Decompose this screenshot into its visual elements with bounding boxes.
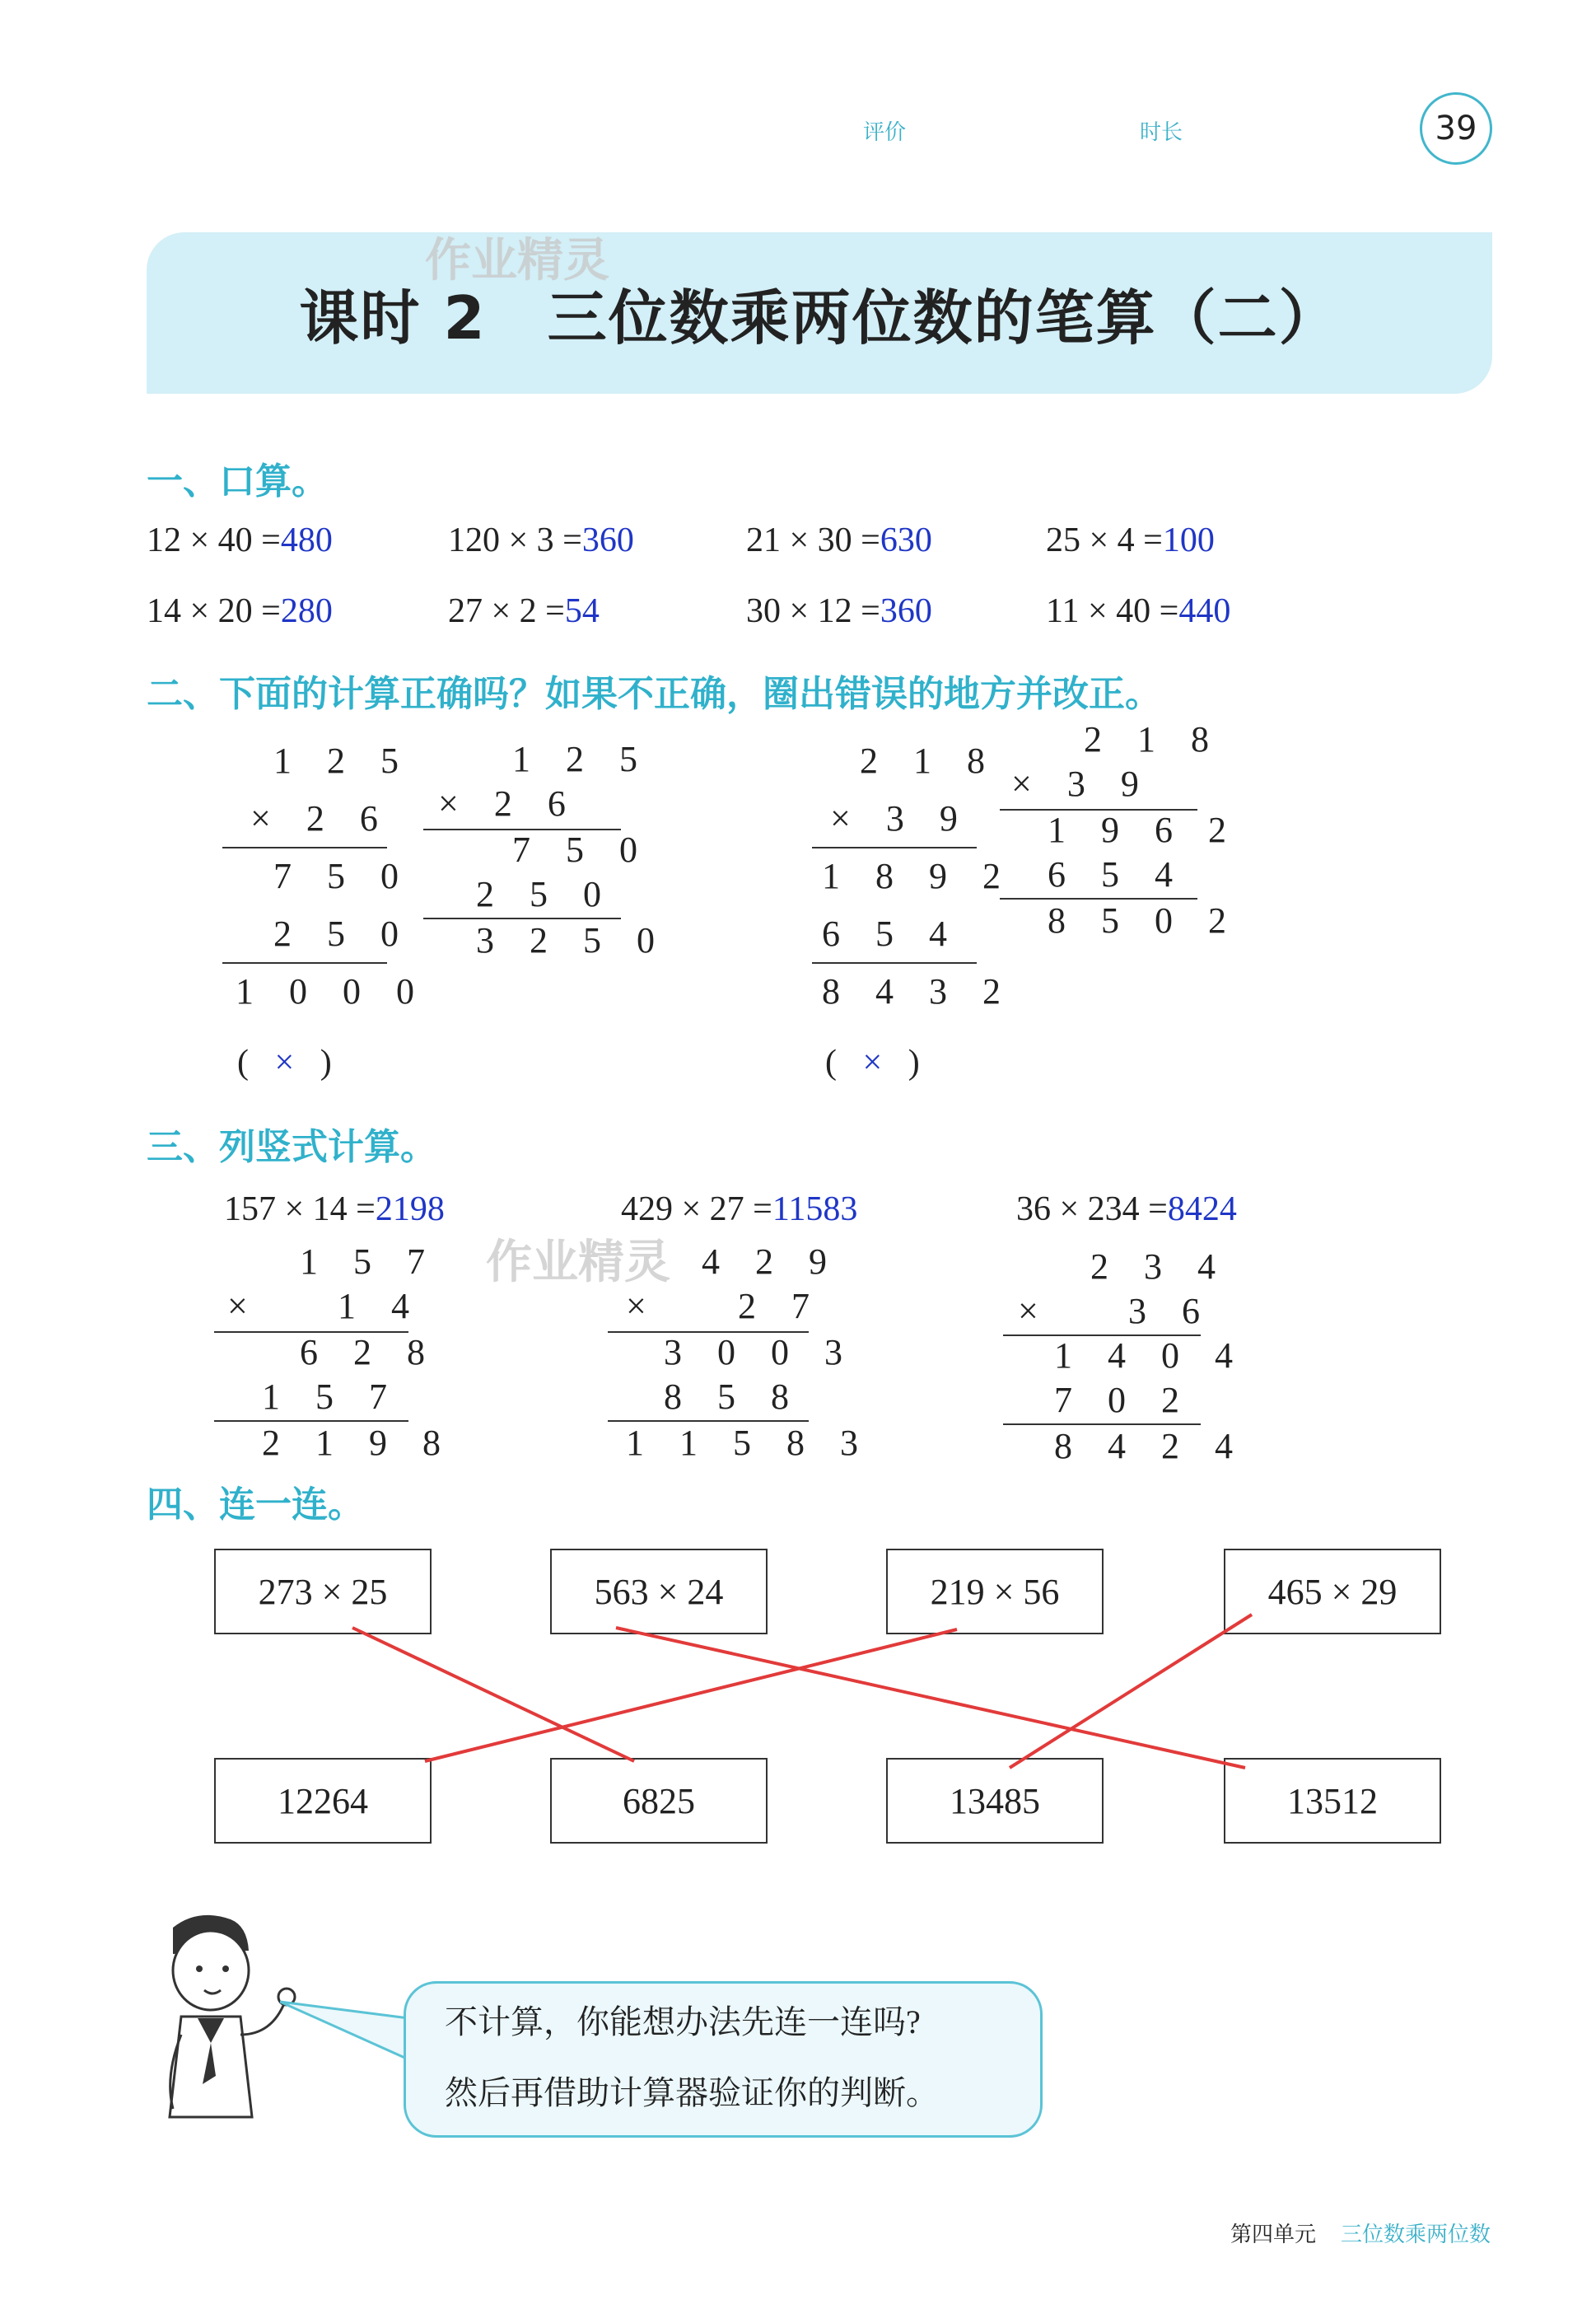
times-sign: × bbox=[227, 1286, 261, 1326]
watermark: 作业精灵 bbox=[425, 234, 609, 287]
row: 2 5 0 bbox=[273, 914, 412, 954]
oral-item: 11 × 40 =440 bbox=[1046, 592, 1231, 630]
row: 2 1 8 bbox=[1084, 719, 1222, 760]
row: 8 4 3 2 bbox=[822, 971, 1014, 1012]
row: 7 5 0 bbox=[273, 856, 412, 896]
row: 3 6 bbox=[1128, 1291, 1213, 1331]
row: 1 4 bbox=[338, 1286, 422, 1326]
row: 2 1 9 8 bbox=[262, 1423, 454, 1463]
row: 1 1 5 8 3 bbox=[626, 1423, 871, 1463]
vertical-question: 157 × 14 =2198 bbox=[224, 1190, 445, 1228]
row: 1 5 7 bbox=[262, 1377, 400, 1417]
match-line bbox=[1010, 1615, 1252, 1768]
match-bottom-box[interactable]: 13485 bbox=[886, 1758, 1104, 1844]
judge-parentheses-1: ( × ) bbox=[237, 1044, 332, 1082]
match-line bbox=[352, 1628, 634, 1761]
oral-item: 27 × 2 =54 bbox=[448, 592, 600, 630]
tip-line-2: 然后再借助计算器验证你的判断。 bbox=[445, 2074, 939, 2111]
oral-item: 12 × 40 =480 bbox=[147, 521, 333, 559]
oral-item: 21 × 30 =630 bbox=[746, 521, 932, 559]
judge-parentheses-2: ( × ) bbox=[825, 1044, 920, 1082]
match-line bbox=[425, 1629, 957, 1761]
lesson-title: 课时 2 三位数乘两位数的笔算（二） bbox=[299, 283, 1340, 353]
row: 6 5 4 bbox=[1048, 854, 1186, 895]
rating-label: 评价 bbox=[863, 120, 907, 145]
times-sign: × bbox=[626, 1286, 660, 1326]
row: 1 2 5 bbox=[512, 739, 651, 779]
match-top-box[interactable]: 563 × 24 bbox=[550, 1549, 768, 1634]
row: 7 0 2 bbox=[1054, 1380, 1192, 1420]
match-top-box[interactable]: 219 × 56 bbox=[886, 1549, 1104, 1634]
row: × 2 6 bbox=[250, 798, 391, 839]
oral-item: 120 × 3 =360 bbox=[448, 521, 634, 559]
watermark: 作业精灵 bbox=[486, 1236, 670, 1289]
vertical-question: 36 × 234 =8424 bbox=[1016, 1190, 1237, 1228]
match-line bbox=[616, 1628, 1245, 1768]
section4-heading: 四、连一连。 bbox=[147, 1484, 364, 1526]
row: 2 1 8 bbox=[860, 741, 998, 781]
oral-item: 30 × 12 =360 bbox=[746, 592, 932, 630]
tip-line-1: 不计算，你能想办法先连一连吗? bbox=[445, 2003, 921, 2040]
oral-item: 14 × 20 =280 bbox=[147, 592, 333, 630]
section3-heading: 三、列竖式计算。 bbox=[147, 1126, 436, 1168]
times-sign: × bbox=[1018, 1291, 1052, 1331]
footer-topic: 三位数乘两位数 bbox=[1341, 2223, 1491, 2247]
bubble-tail bbox=[280, 1993, 412, 2068]
row: 8 4 2 4 bbox=[1054, 1426, 1246, 1466]
row: 1 4 0 4 bbox=[1054, 1335, 1246, 1376]
row: 6 5 4 bbox=[822, 914, 960, 954]
row: × 3 9 bbox=[830, 798, 971, 839]
match-bottom-box[interactable]: 12264 bbox=[214, 1758, 432, 1844]
row: 3 0 0 3 bbox=[664, 1332, 856, 1372]
row: 7 5 0 bbox=[512, 830, 651, 870]
match-bottom-box[interactable]: 13512 bbox=[1224, 1758, 1441, 1844]
row: × 3 9 bbox=[1011, 764, 1152, 804]
row: 1 8 9 2 bbox=[822, 856, 1014, 896]
match-bottom-box[interactable]: 6825 bbox=[550, 1758, 768, 1844]
match-top-box[interactable]: 273 × 25 bbox=[214, 1549, 432, 1634]
row: × 2 6 bbox=[438, 783, 579, 824]
row: 8 5 8 bbox=[664, 1377, 802, 1417]
oral-item: 25 × 4 =100 bbox=[1046, 521, 1215, 559]
row: 1 0 0 0 bbox=[236, 971, 427, 1012]
row: 4 2 9 bbox=[702, 1241, 840, 1282]
duration-label: 时长 bbox=[1140, 120, 1183, 145]
row: 6 2 8 bbox=[300, 1332, 438, 1372]
page-number: 39 bbox=[1420, 92, 1492, 165]
row: 2 7 bbox=[738, 1286, 823, 1326]
footer-unit: 第四单元 bbox=[1230, 2223, 1317, 2247]
vertical-question: 429 × 27 =11583 bbox=[621, 1190, 858, 1228]
row: 8 5 0 2 bbox=[1048, 900, 1239, 941]
row: 2 3 4 bbox=[1090, 1246, 1229, 1287]
row: 1 2 5 bbox=[273, 741, 412, 781]
row: 1 9 6 2 bbox=[1048, 810, 1239, 850]
row: 1 5 7 bbox=[300, 1241, 438, 1282]
row: 3 2 5 0 bbox=[476, 920, 668, 961]
section2-heading: 二、下面的计算正确吗？如果不正确，圈出错误的地方并改正。 bbox=[147, 673, 1161, 715]
row: 2 5 0 bbox=[476, 874, 614, 914]
match-top-box[interactable]: 465 × 29 bbox=[1224, 1549, 1441, 1634]
section1-heading: 一、口算。 bbox=[147, 460, 328, 502]
